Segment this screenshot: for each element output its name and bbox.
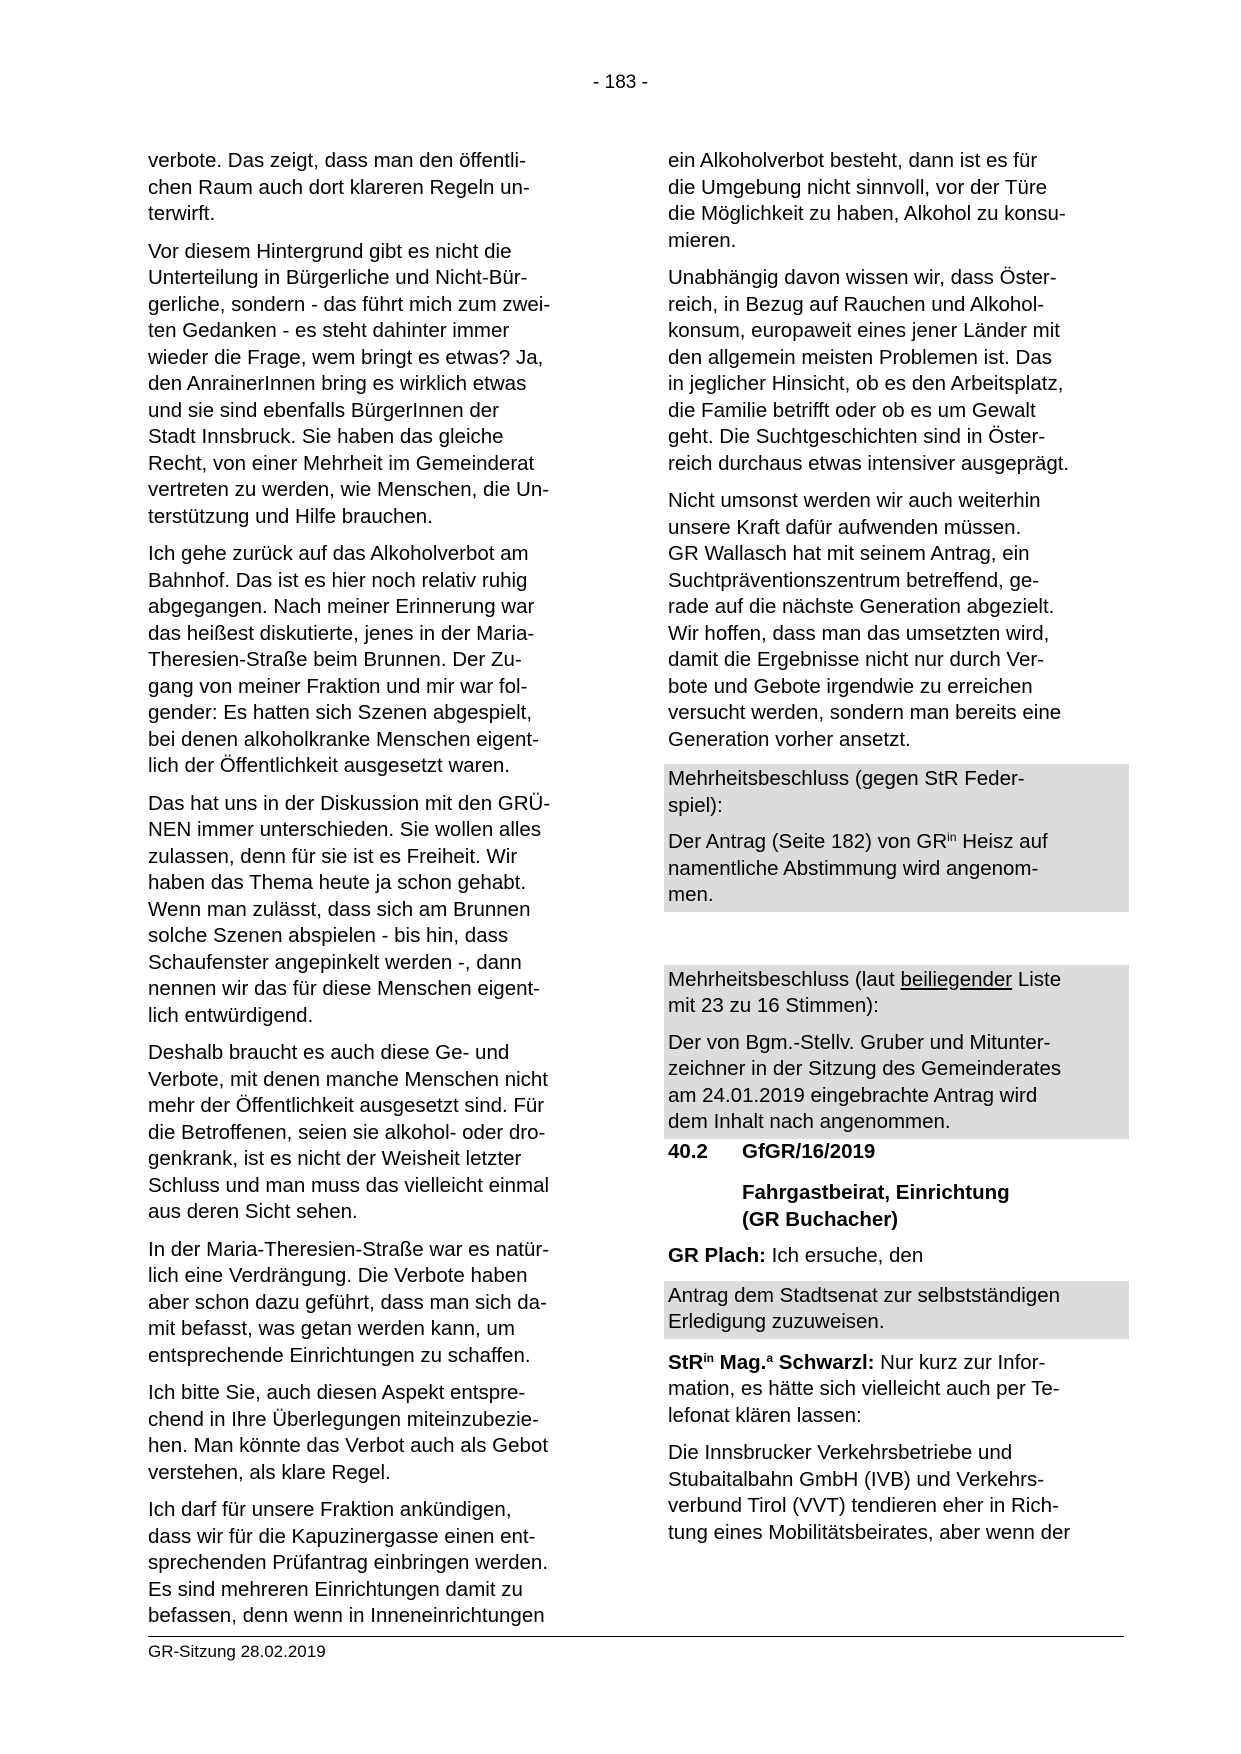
agenda-item-code: GfGR/16/2019 <box>742 1139 876 1163</box>
resolution-text: Der von Bgm.-Stellv. Gruber und Mitunter- zeichner in der Sitzung des Gemeinderates am 24.01.2019 eingebrachte Antrag wird dem Inhalt nach angenommen. <box>668 1030 1062 1133</box>
attached-list-link[interactable]: beiliegender <box>900 967 1013 991</box>
paragraph: Nicht umsonst werden wir auch weiterhin unsere Kraft dafür aufwenden müssen. GR Wallasch hat mit seinem Antrag, ein Suchtpräventionszentrum betreffend, ge- rade auf die nächste Generation abgezielt. Wir hoffen, dass man das umsetzten wird, damit die Ergebnisse nicht nur durch Ver- bote und Gebote irgendwie zu erreichen versucht werden, sondern man bereits eine Generation vorher ansetzt. <box>668 489 1062 751</box>
speaker-name: StR$^{in}$ Mag.$^a$ Schwarzl: <box>668 1350 875 1374</box>
agenda-item-title: Fahrgastbeirat, Einrichtung (GR Buchacher) <box>742 1181 1010 1231</box>
agenda-item-heading <box>668 1139 1123 1166</box>
paragraph: Ich darf für unsere Fraktion ankündigen, dass wir für die Kapuzinergasse einen ent- sprechenden Prüfantrag einbringen werden. Es sind mehreren Einrichtungen damit zu befassen, denn wenn in Inneneinrichtungen <box>148 1498 549 1627</box>
paragraph: Ich gehe zurück auf das Alkoholverbot am Bahnhof. Das ist es hier noch relativ ruhig abgegangen. Nach meiner Erinnerung war das heißest diskutierte, jenes in der Maria- Theresien-Straße beim Brunnen. Der Zu- gang von meiner Fraktion und mir war fol- gender: Es hatten sich Szenen abgespielt, bei denen alkoholkranke Menschen eigent- lich der Öffentlichkeit ausgesetzt waren. <box>148 542 539 777</box>
left-column <box>148 148 606 1641</box>
speaker-paragraph: GR Plach: Ich ersuche, den <box>668 1244 924 1267</box>
speaker-paragraph: StR$^{in}$ Mag.$^a$ Schwarzl: Nur kurz zur Infor- mation, es hätte sich vielleicht auch per Te- lefonat klären lassen: <box>668 1350 1060 1427</box>
right-column <box>668 148 1123 1557</box>
resolution-text: Der Antrag (Seite 182) von $GR^{in}$ Heisz auf namentliche Abstimmung wird angenom- men. <box>668 830 1048 906</box>
paragraph: Ich bitte Sie, auch diesen Aspekt entspre- chend in Ihre Überlegungen miteinzubezie- hen. Man könnte das Verbot auch als Gebot verstehen, als klare Regel. <box>148 1381 549 1484</box>
motion-text: Antrag dem Stadtsenat zur selbstständigen Erledigung zuzuweisen. <box>668 1283 1061 1333</box>
paragraph: Deshalb braucht es auch diese Ge- und Verbote, mit denen manche Menschen nicht mehr der Öffentlichkeit ausgesetzt sind. Für die Betroffenen, seien sie alkohol- oder dro- genkrank, ist es nicht der Weisheit letzter Schluss und man muss das vielleicht einmal aus deren Sicht sehen. <box>148 1041 550 1223</box>
resolution-heading: Mehrheitsbeschluss (laut beiliegender Liste mit 23 zu 16 Stimmen): <box>668 967 1062 1017</box>
paragraph: Das hat uns in der Diskussion mit den GRÜ- NEN immer unterschieden. Sie wollen alles zulassen, denn für sie ist es Freiheit. Wir haben das Thema heute ja schon gehabt. Wenn man zulässt, dass sich am Brunnen solche Szenen abspielen - bis hin, dass Schaufenster angepinkelt werden -, dann nennen wir das für diese Menschen eigent- lich entwürdigend. <box>148 791 551 1027</box>
paragraph: Unabhängig davon wissen wir, dass Öster- reich, in Bezug auf Rauchen und Alkohol- konsum, europaweit eines jener Länder mit den allgemein meisten Problemen ist. Das in jeglicher Hinsicht, ob es den Arbeitsplatz, die Familie betrifft oder ob es um Gewalt geht. Die Suchtgeschichten sind in Öster- reich durchaus etwas intensiver ausgeprägt. <box>668 266 1070 475</box>
resolution-heading: Mehrheitsbeschluss (gegen StR Feder- spiel): <box>668 767 1025 817</box>
paragraph: Die Innsbrucker Verkehrsbetriebe und Stubaitalbahn GmbH (IVB) und Verkehrs- verbund Tirol (VVT) tendieren eher in Rich- tung eines Mobilitätsbeirates, aber wenn der <box>668 1441 1071 1544</box>
session-date: GR-Sitzung 28.02.2019 <box>148 1642 326 1661</box>
paragraph: In der Maria-Theresien-Straße war es natür- lich eine Verdrängung. Die Verbote haben aber schon dazu geführt, dass man sich da- mit befasst, was getan werden kann, um entsprechende Einrichtungen zu schaffen. <box>148 1237 550 1367</box>
paragraph: Vor diesem Hintergrund gibt es nicht die Unterteilung in Bürgerliche und Nicht-Bür- gerliche, sondern - das führt mich zum zwei- ten Gedanken - es steht dahinter immer wieder die Frage, wem bringt es etwas? Ja, den AnrainerInnen bring es wirklich etwas und sie sind ebenfalls BürgerInnen der Stadt Innsbruck. Sie haben das gleiche Recht, von einer Mehrheit im Gemeinderat vertreten zu werden, wie Menschen, die Un- terstützung und Hilfe brauchen. <box>148 239 551 528</box>
footer <box>148 1636 1124 1662</box>
paragraph: ein Alkoholverbot besteht, dann ist es für die Umgebung nicht sinnvoll, vor der Türe die Möglichkeit zu haben, Alkohol zu konsu- mieren. <box>668 149 1066 252</box>
paragraph: verbote. Das zeigt, dass man den öffentli- chen Raum auch dort klareren Regeln un- terwirft. <box>148 149 530 225</box>
agenda-item-number: 40.2 <box>668 1139 708 1163</box>
speaker-name: GR Plach: <box>668 1244 766 1267</box>
page-number: - 183 - <box>593 72 648 93</box>
resolution-box <box>664 965 1129 1139</box>
motion-box <box>664 1281 1129 1339</box>
resolution-box <box>664 764 1129 912</box>
